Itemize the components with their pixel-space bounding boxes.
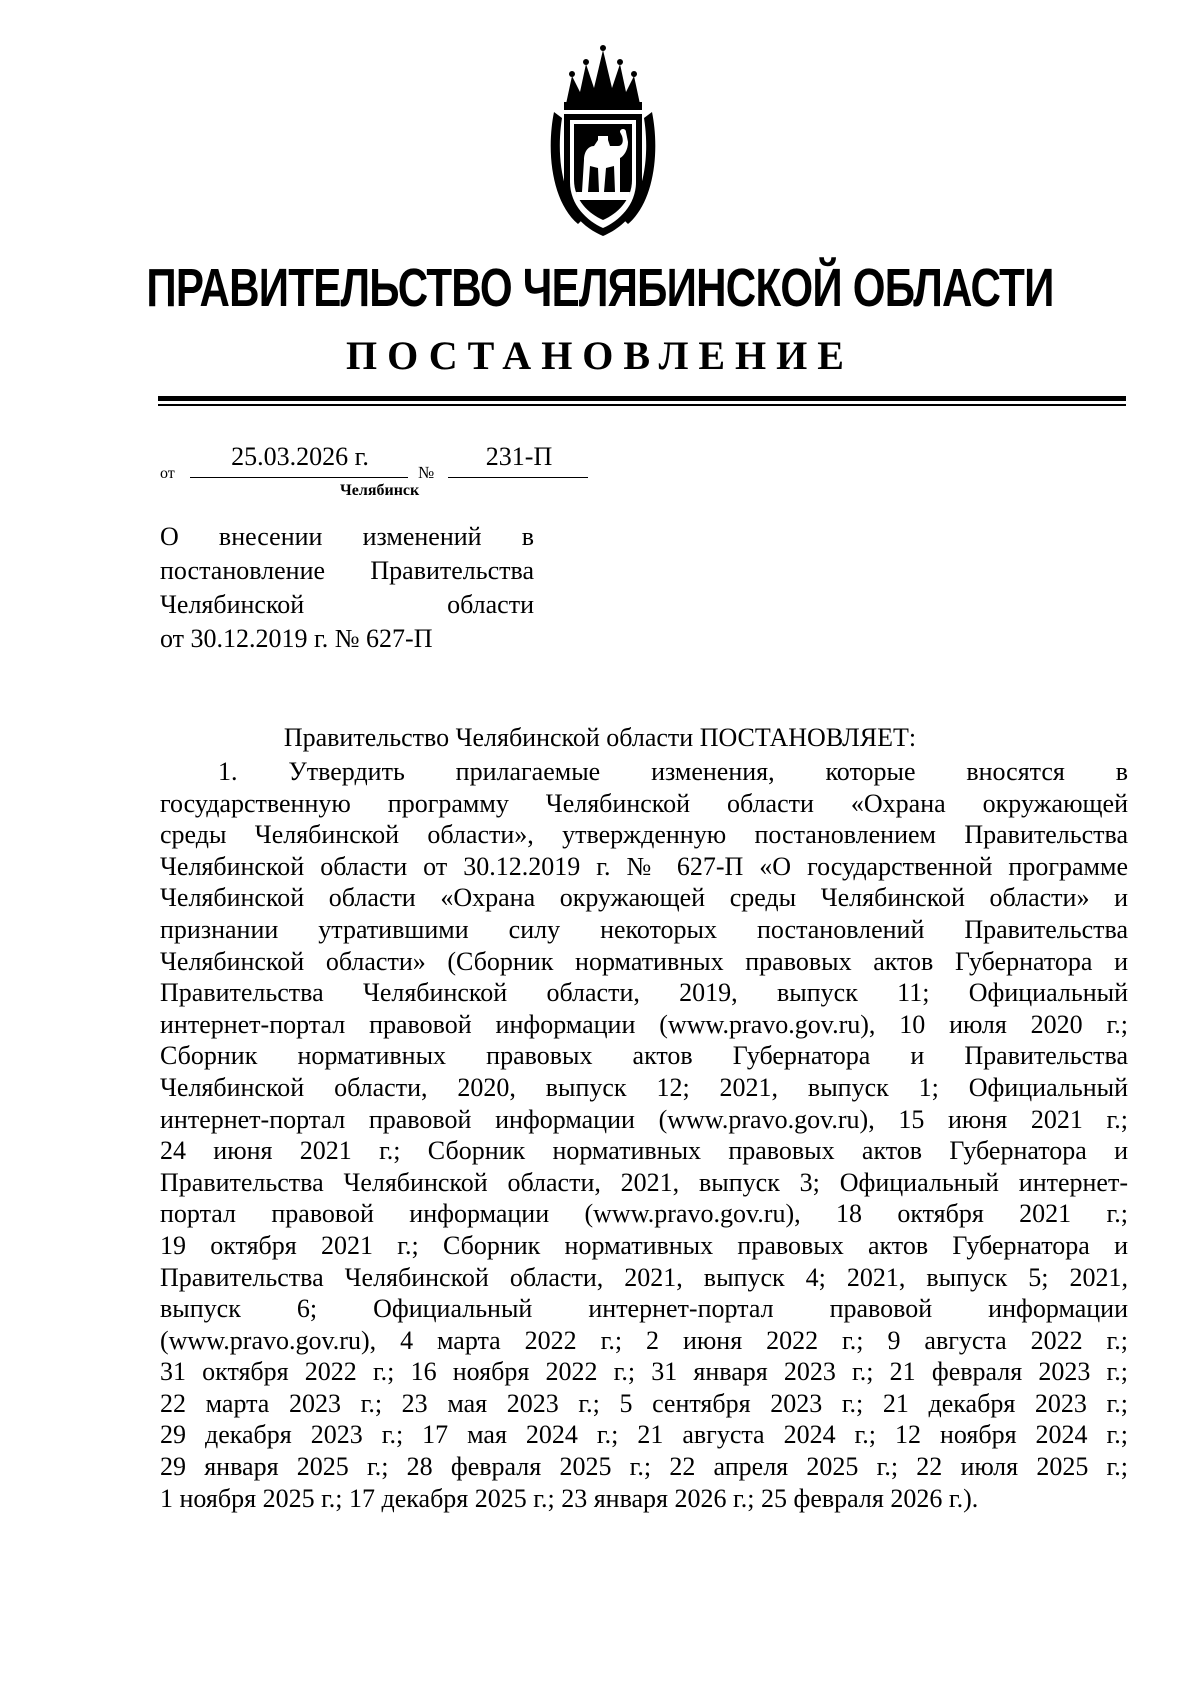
body-line: (www.pravo.gov.ru), 4 марта 2022 г.; 2 июня 2022 г.; 9 августа 2022 г.; [160, 1325, 1128, 1355]
issuing-city: Челябинск [340, 482, 420, 499]
body-line: Сборник нормативных правовых актов Губернатора и Правительства [160, 1041, 1128, 1071]
body-line: 22 марта 2023 г.; 23 мая 2023 г.; 5 сентября 2023 г.; 21 декабря 2023 г.; [160, 1388, 1128, 1418]
subject-line: постановление Правительства [160, 556, 534, 585]
document-type-heading: ПОСТАНОВЛЕНИЕ [346, 333, 854, 378]
header-divider-thin [158, 404, 1126, 406]
body-line: среды Челябинской области», утвержденную постановлением Правительства [160, 820, 1128, 850]
coat-of-arms-emblem [548, 42, 658, 242]
body-line: выпуск 6; Официальный интернет-портал правовой информации [160, 1294, 1128, 1324]
body-line: 24 июня 2021 г.; Сборник нормативных правовых актов Губернатора и [160, 1136, 1128, 1166]
body-line: 1 ноября 2025 г.; 17 декабря 2025 г.; 23 января 2026 г.; 25 февраля 2026 г.). [160, 1483, 979, 1513]
body-line: интернет-портал правовой информации (www.pravo.gov.ru), 15 июня 2021 г.; [160, 1104, 1128, 1134]
number-label: № [418, 463, 435, 482]
body-line: 19 октября 2021 г.; Сборник нормативных правовых актов Губернатора и [160, 1230, 1128, 1260]
body-line: Правительства Челябинской области, 2021, выпуск 4; 2021, выпуск 5; 2021, [160, 1262, 1128, 1292]
body-line: Челябинской области, 2020, выпуск 12; 2021, выпуск 1; Официальный [160, 1072, 1128, 1102]
body-line: Челябинской области «Охрана окружающей среды Челябинской области» и [160, 883, 1128, 913]
header-divider-thick [158, 396, 1126, 401]
body-line: государственную программу Челябинской области «Охрана окружающей [160, 788, 1128, 818]
subject-line: Челябинской области [160, 590, 534, 619]
subject-line: от 30.12.2019 г. № 627-П [160, 624, 433, 653]
body-line: Челябинской области от 30.12.2019 г. № 627-П «О государственной программе [160, 851, 1128, 881]
body-line: 1. Утвердить прилагаемые изменения, которые вносятся в [218, 757, 1128, 786]
date-underline [190, 477, 408, 478]
resolution-body [160, 756, 1128, 1514]
date-prefix-label: от [160, 465, 175, 482]
body-line: портал правовой информации (www.pravo.gov.ru), 18 октября 2021 г.; [160, 1199, 1128, 1229]
body-line: 31 октября 2022 г.; 16 ноября 2022 г.; 31 января 2023 г.; 21 февраля 2023 г.; [160, 1357, 1128, 1387]
body-line: Правительства Челябинской области, 2019, выпуск 11; Официальный [160, 978, 1128, 1008]
body-line: Челябинской области» (Сборник нормативных правовых актов Губернатора и [160, 946, 1128, 976]
body-line: Правительства Челябинской области, 2021, выпуск 3; Официальный интернет- [160, 1167, 1128, 1197]
government-title: ПРАВИТЕЛЬСТВО ЧЕЛЯБИНСКОЙ ОБЛАСТИ [146, 258, 1054, 318]
resolution-preamble: Правительство Челябинской области ПОСТАНОВЛЯЕТ: [283, 723, 917, 752]
body-line: признании утратившими силу некоторых постановлений Правительства [160, 914, 1128, 944]
body-line: 29 января 2025 г.; 28 февраля 2025 г.; 22 апреля 2025 г.; 22 июля 2025 г.; [160, 1452, 1128, 1482]
body-line: 29 декабря 2023 г.; 17 мая 2024 г.; 21 августа 2024 г.; 12 ноября 2024 г.; [160, 1420, 1128, 1450]
document-date: 25.03.2026 г. [231, 442, 369, 471]
body-line: интернет-портал правовой информации (www.pravo.gov.ru), 10 июля 2020 г.; [160, 1009, 1128, 1039]
number-underline [448, 477, 588, 478]
subject-line: О внесении изменений в [160, 522, 534, 551]
document-number: 231-П [485, 442, 553, 471]
document-subject [160, 520, 534, 656]
